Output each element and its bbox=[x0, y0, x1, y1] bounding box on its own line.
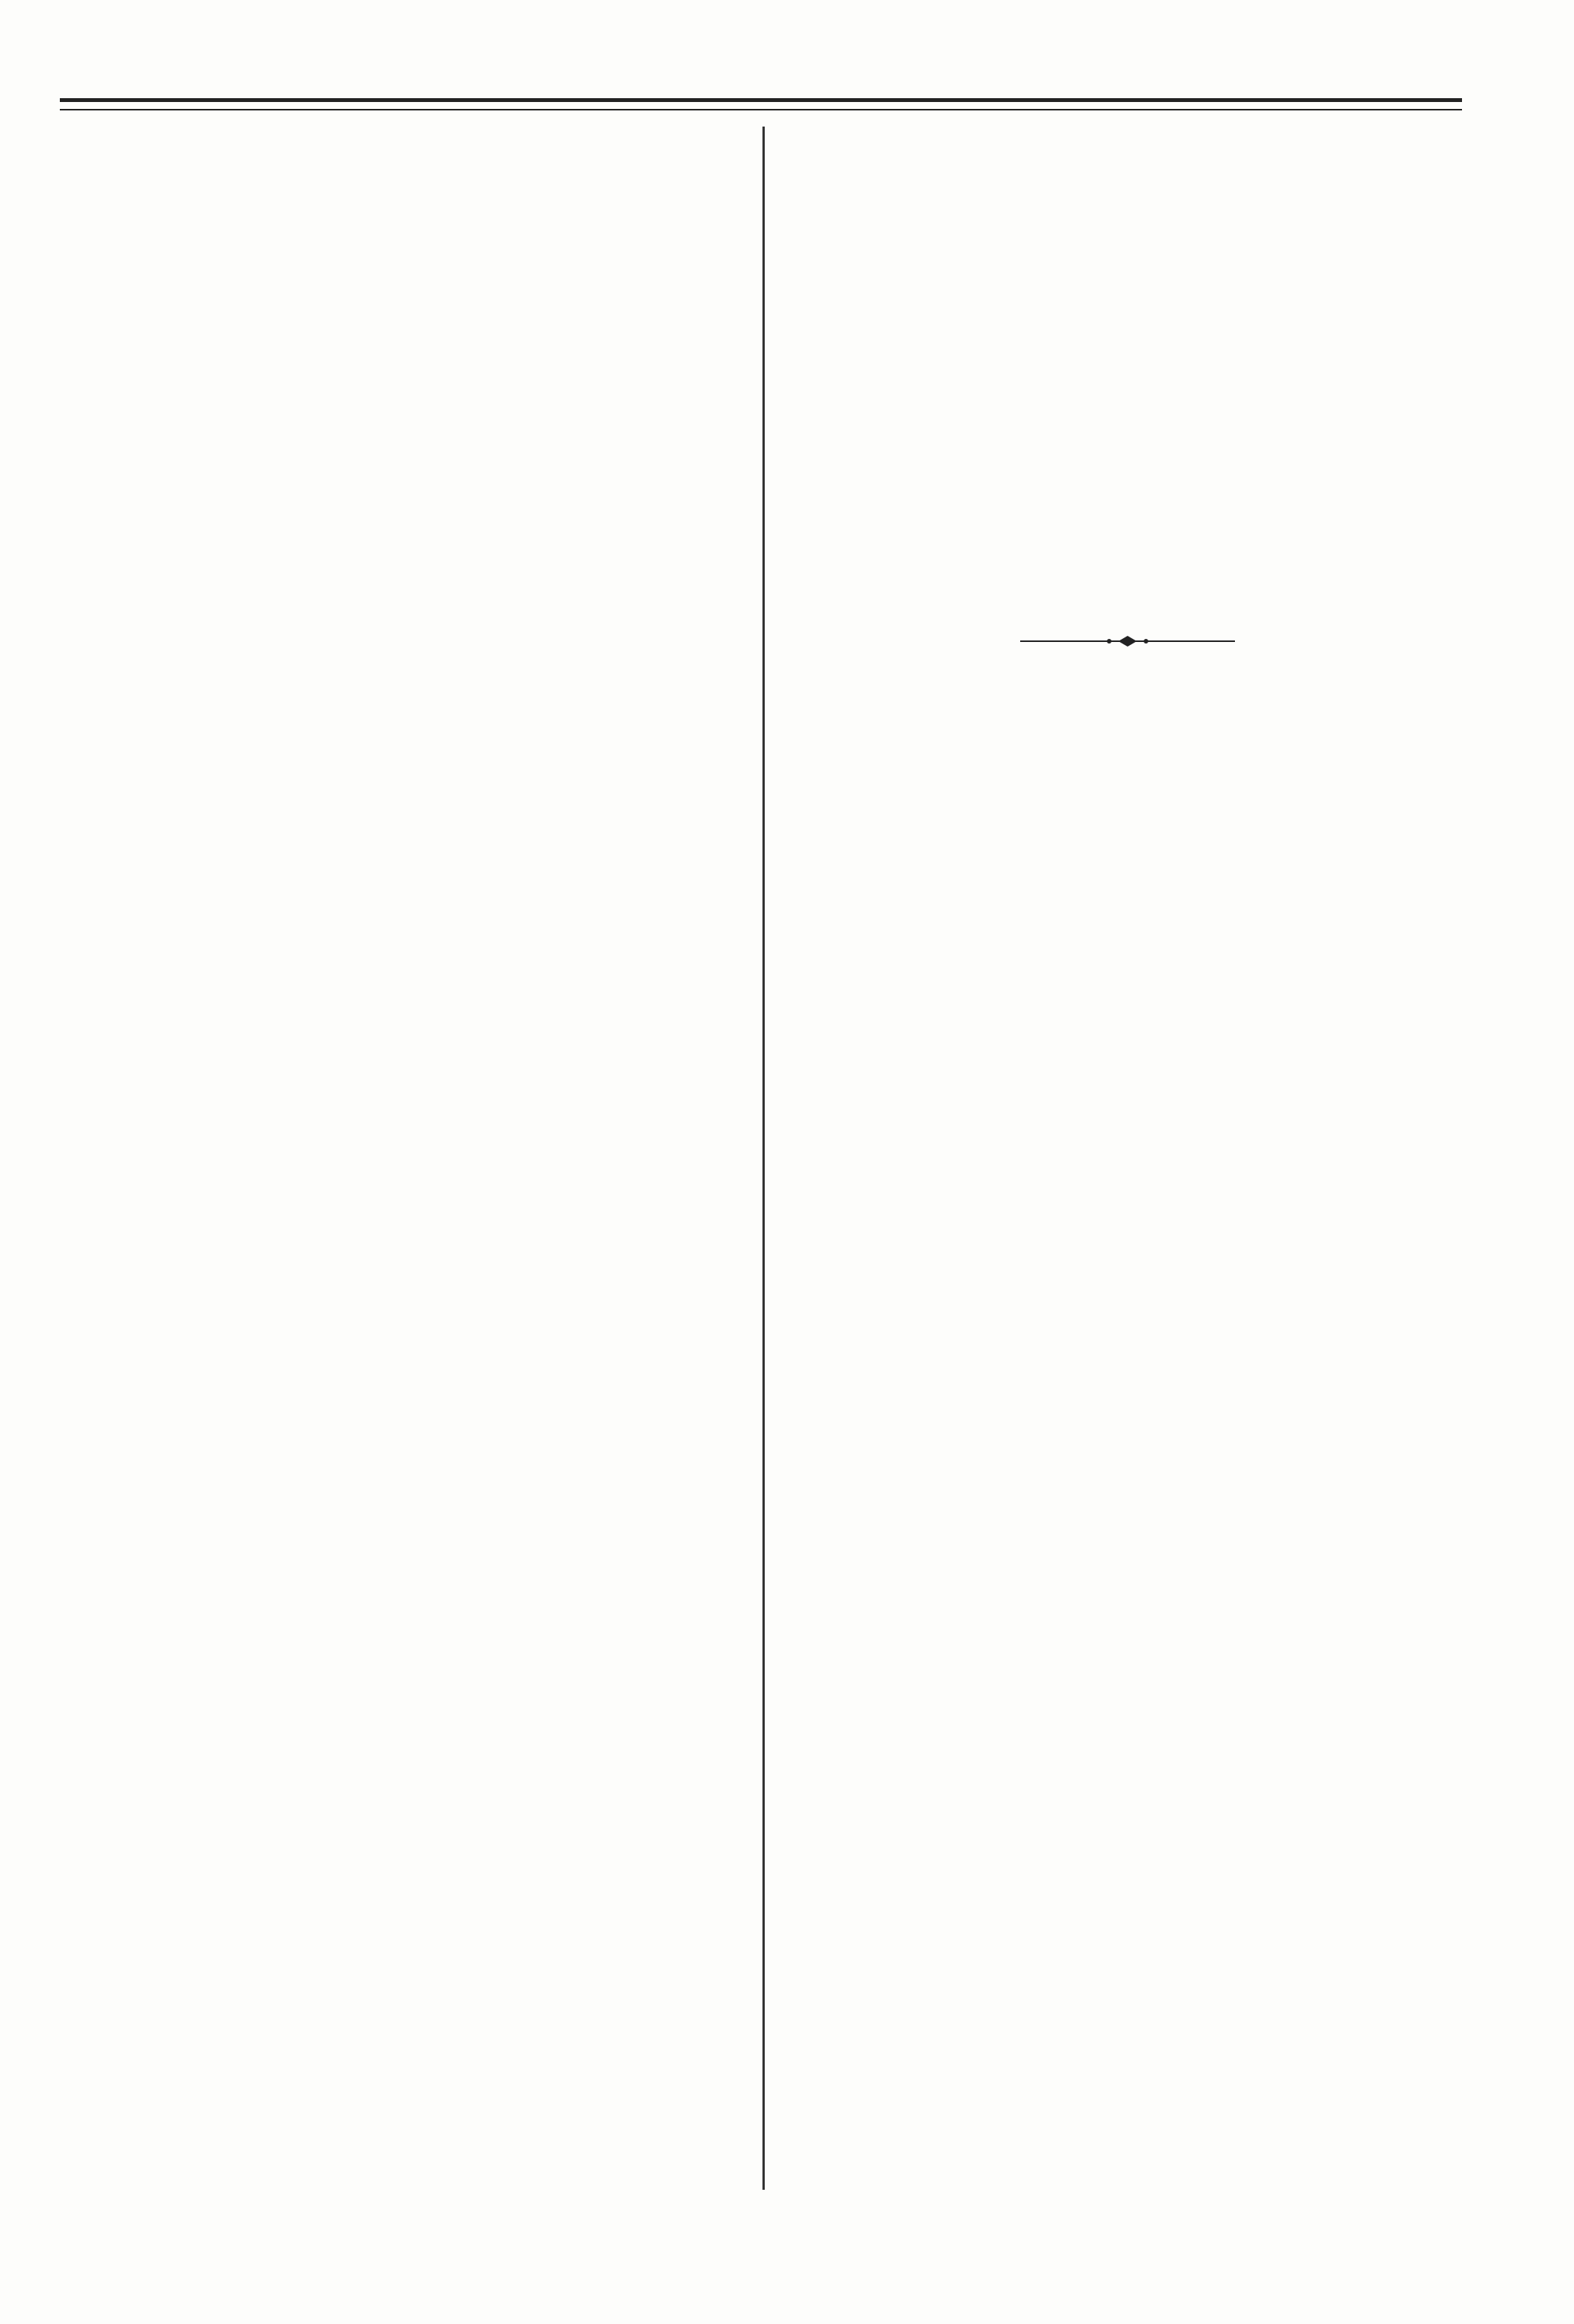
stars-spacer bbox=[776, 144, 1490, 218]
right-poem bbox=[776, 129, 1490, 218]
header-rule-thick bbox=[60, 98, 1462, 102]
title-ornament bbox=[1013, 634, 1243, 649]
header-rule-thin bbox=[60, 109, 1462, 110]
column-divider bbox=[762, 127, 765, 2190]
